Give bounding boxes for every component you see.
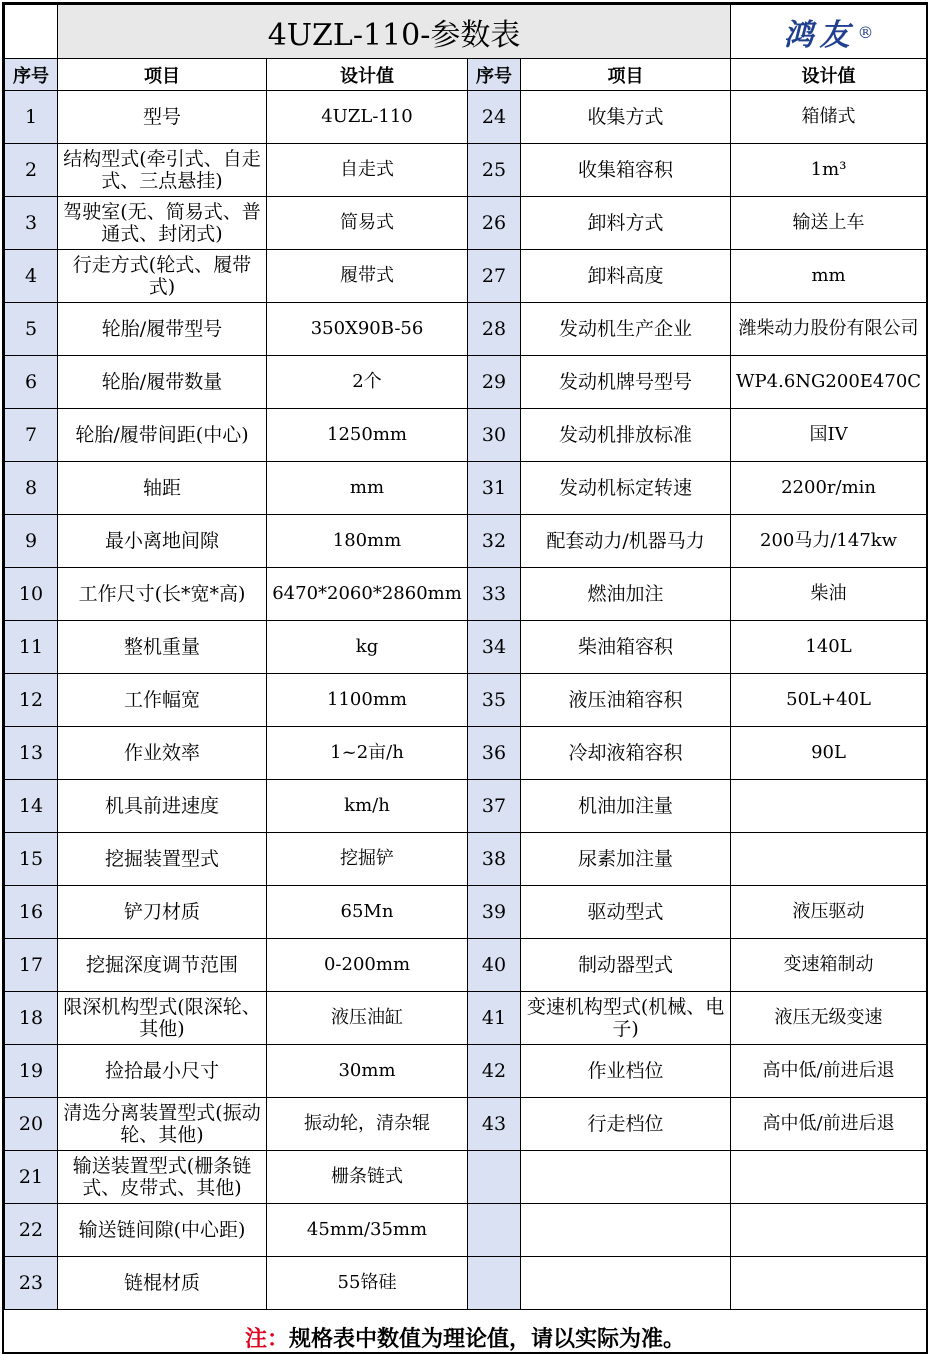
row-value-left: mm [267,462,468,515]
row-value-left: 45mm/35mm [267,1204,468,1257]
table-row [5,833,927,886]
row-item-left: 限深机构型式(限深轮、其他) [58,992,267,1045]
page-title: 4UZL-110-参数表 [58,5,731,59]
row-item-left: 驾驶室(无、简易式、普通式、封闭式) [58,197,267,250]
row-value-right: 液压驱动 [731,886,927,939]
table-row [5,727,927,780]
row-seq-right: 28 [468,303,521,356]
row-seq-right: 32 [468,515,521,568]
row-value-right: 50L+40L [731,674,927,727]
row-item-left: 输送装置型式(栅条链式、皮带式、其他) [58,1151,267,1204]
row-value-right: 柴油 [731,568,927,621]
row-value-right: 输送上车 [731,197,927,250]
row-item-left: 捡拾最小尺寸 [58,1045,267,1098]
table-row [5,197,927,250]
table-row [5,886,927,939]
row-value-right: 变速箱制动 [731,939,927,992]
row-value-right: 高中低/前进后退 [731,1098,927,1151]
row-value-right [731,833,927,886]
row-item-right: 配套动力/机器马力 [521,515,731,568]
row-item-left: 整机重量 [58,621,267,674]
table-row [5,356,927,409]
table-row [5,515,927,568]
row-item-left: 工作尺寸(长*宽*高) [58,568,267,621]
row-item-right: 卸料高度 [521,250,731,303]
row-seq-right: 34 [468,621,521,674]
row-value-right: 液压无级变速 [731,992,927,1045]
row-value-left: 振动轮，清杂辊 [267,1098,468,1151]
spec-table [4,4,927,1310]
row-value-left: 1~2亩/h [267,727,468,780]
row-seq-left: 14 [5,780,58,833]
row-value-right: 90L [731,727,927,780]
row-seq-right: 35 [468,674,521,727]
row-seq-left: 4 [5,250,58,303]
row-seq-left: 11 [5,621,58,674]
row-item-left: 轴距 [58,462,267,515]
row-item-right: 发动机生产企业 [521,303,731,356]
row-value-left: 180mm [267,515,468,568]
table-row [5,1151,927,1204]
row-item-right [521,1151,731,1204]
row-value-left: 6470*2060*2860mm [267,568,468,621]
registered-mark: ® [857,23,874,43]
row-value-left: 栅条链式 [267,1151,468,1204]
row-item-left: 链棍材质 [58,1257,267,1310]
row-seq-left: 5 [5,303,58,356]
title-row [5,5,927,59]
row-seq-left: 10 [5,568,58,621]
table-row [5,409,927,462]
row-item-right: 收集方式 [521,91,731,144]
row-item-right: 驱动型式 [521,886,731,939]
row-seq-left: 16 [5,886,58,939]
row-seq-right: 42 [468,1045,521,1098]
row-seq-left: 19 [5,1045,58,1098]
row-seq-left: 21 [5,1151,58,1204]
row-seq-left: 3 [5,197,58,250]
row-value-right [731,1257,927,1310]
row-value-left: 30mm [267,1045,468,1098]
row-value-left: 65Mn [267,886,468,939]
row-value-right: 200马力/147kw [731,515,927,568]
row-item-right: 卸料方式 [521,197,731,250]
table-row [5,144,927,197]
row-item-left: 挖掘深度调节范围 [58,939,267,992]
row-item-right: 尿素加注量 [521,833,731,886]
row-seq-left: 13 [5,727,58,780]
row-item-right: 液压油箱容积 [521,674,731,727]
row-value-right: mm [731,250,927,303]
row-value-right: 1m³ [731,144,927,197]
row-seq-left: 22 [5,1204,58,1257]
row-item-right [521,1204,731,1257]
row-value-right: 潍柴动力股份有限公司 [731,303,927,356]
table-row [5,992,927,1045]
note-text: 规格表中数值为理论值，请以实际为准。 [289,1326,686,1352]
row-item-left: 结构型式(牵引式、自走式、三点悬挂) [58,144,267,197]
row-value-right: 2200r/min [731,462,927,515]
row-value-right [731,1151,927,1204]
row-item-right: 柴油箱容积 [521,621,731,674]
row-seq-right: 26 [468,197,521,250]
row-item-left: 轮胎/履带数量 [58,356,267,409]
header-seq-left: 序号 [5,59,58,91]
row-seq-right: 30 [468,409,521,462]
row-value-left: 挖掘铲 [267,833,468,886]
note-table [4,1310,926,1364]
row-seq-left: 20 [5,1098,58,1151]
row-item-left: 工作幅宽 [58,674,267,727]
row-seq-right: 37 [468,780,521,833]
row-value-left: 350X90B-56 [267,303,468,356]
row-seq-left: 2 [5,144,58,197]
header-item-right: 项目 [521,59,731,91]
row-value-left: km/h [267,780,468,833]
header-row [5,59,927,91]
row-value-right: 国IV [731,409,927,462]
row-value-right: 140L [731,621,927,674]
row-seq-left: 6 [5,356,58,409]
table-row [5,621,927,674]
table-row [5,939,927,992]
row-item-right [521,1257,731,1310]
table-row [5,674,927,727]
row-item-left: 行走方式(轮式、履带式) [58,250,267,303]
brand-logo [731,5,927,59]
row-seq-right: 31 [468,462,521,515]
table-row [5,303,927,356]
row-item-right: 冷却液箱容积 [521,727,731,780]
table-row [5,250,927,303]
row-seq-right [468,1257,521,1310]
row-value-right [731,780,927,833]
row-seq-right [468,1204,521,1257]
row-item-left: 清选分离装置型式(振动轮、其他) [58,1098,267,1151]
row-item-right: 制动器型式 [521,939,731,992]
row-value-left: 1100mm [267,674,468,727]
row-value-left: 液压油缸 [267,992,468,1045]
row-seq-left: 18 [5,992,58,1045]
row-value-left: kg [267,621,468,674]
row-value-right: WP4.6NG200E470C [731,356,927,409]
row-value-left: 55铬硅 [267,1257,468,1310]
table-row [5,1257,927,1310]
row-item-right: 收集箱容积 [521,144,731,197]
row-item-left: 机具前进速度 [58,780,267,833]
row-seq-right: 40 [468,939,521,992]
row-seq-left: 12 [5,674,58,727]
table-row [5,1045,927,1098]
table-row [5,780,927,833]
table-row [5,1098,927,1151]
row-item-left: 轮胎/履带间距(中心) [58,409,267,462]
table-row [5,91,927,144]
header-value-left: 设计值 [267,59,468,91]
row-item-right: 变速机构型式(机械、电子) [521,992,731,1045]
row-seq-right: 33 [468,568,521,621]
row-seq-left: 15 [5,833,58,886]
row-item-left: 铲刀材质 [58,886,267,939]
header-seq-right: 序号 [468,59,521,91]
row-item-right: 发动机标定转速 [521,462,731,515]
row-item-right: 发动机牌号型号 [521,356,731,409]
row-item-right: 行走档位 [521,1098,731,1151]
row-seq-left: 23 [5,1257,58,1310]
row-item-right: 作业档位 [521,1045,731,1098]
title-left-cell [5,5,58,59]
row-seq-right: 39 [468,886,521,939]
row-seq-left: 8 [5,462,58,515]
spec-sheet [2,2,928,1354]
row-value-right: 箱储式 [731,91,927,144]
row-item-left: 最小离地间隙 [58,515,267,568]
row-item-left: 输送链间隙(中心距) [58,1204,267,1257]
header-item-left: 项目 [58,59,267,91]
row-seq-left: 1 [5,91,58,144]
row-item-right: 机油加注量 [521,780,731,833]
row-value-left: 简易式 [267,197,468,250]
logo-text: 鸿友 [783,17,856,53]
row-seq-right: 38 [468,833,521,886]
row-value-left: 2个 [267,356,468,409]
table-row [5,568,927,621]
row-value-right: 高中低/前进后退 [731,1045,927,1098]
row-item-left: 轮胎/履带型号 [58,303,267,356]
row-item-left: 型号 [58,91,267,144]
row-item-left: 作业效率 [58,727,267,780]
row-value-left: 履带式 [267,250,468,303]
row-item-right: 发动机排放标准 [521,409,731,462]
row-seq-left: 7 [5,409,58,462]
row-item-right: 燃油加注 [521,568,731,621]
row-value-left: 1250mm [267,409,468,462]
table-row [5,462,927,515]
row-seq-left: 17 [5,939,58,992]
row-seq-right [468,1151,521,1204]
row-value-right [731,1204,927,1257]
row-seq-left: 9 [5,515,58,568]
row-seq-right: 27 [468,250,521,303]
row-seq-right: 43 [468,1098,521,1151]
row-seq-right: 25 [468,144,521,197]
row-seq-right: 24 [468,91,521,144]
row-value-left: 0-200mm [267,939,468,992]
row-value-left: 4UZL-110 [267,91,468,144]
note-row [4,1310,926,1364]
row-seq-right: 36 [468,727,521,780]
header-value-right: 设计值 [731,59,927,91]
row-value-left: 自走式 [267,144,468,197]
row-seq-right: 41 [468,992,521,1045]
table-row [5,1204,927,1257]
row-item-left: 挖掘装置型式 [58,833,267,886]
note-label: 注： [244,1326,289,1352]
row-seq-right: 29 [468,356,521,409]
